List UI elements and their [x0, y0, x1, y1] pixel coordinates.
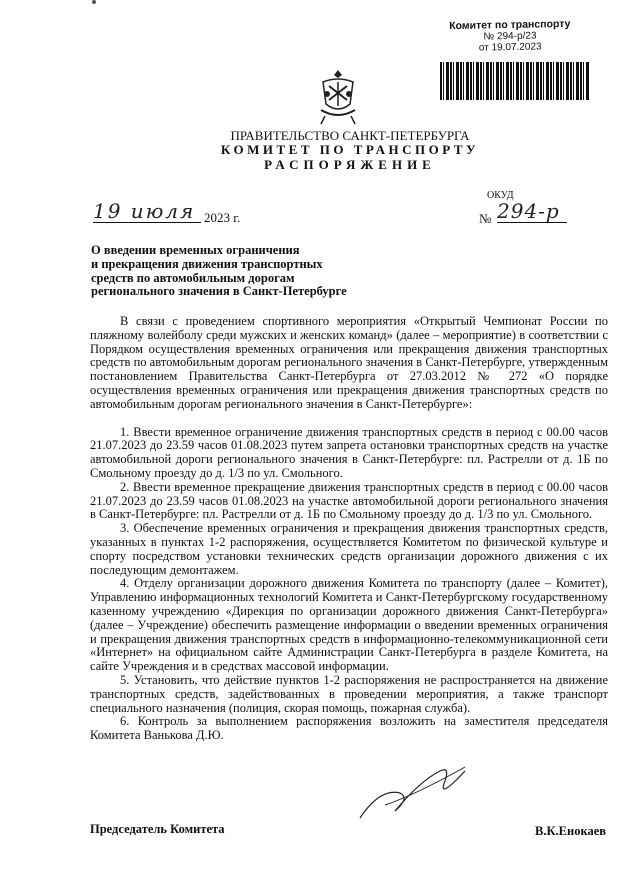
subject-line: и прекращения движения транспортных: [91, 256, 323, 271]
order-item-4: 4. Отделу организации дорожного движения Комитета по транспорту (далее – Комитет), Управлению информационных технологий Комитета и Санкт-Петербургскому государственному казенному учреждению «Дирекция по организации дорожного движения Санкт-Петербурга» (далее – Учреждение) обеспечить размещение информации о введении временных ограничения и прекращения движения транспортных средств в информационно-телекоммуникационной сети «Интернет» на официальном сайте Администрации Санкт-Петербурга в разделе Комитета, на сайте Учреждения и в средствах массовой информации.: [90, 576, 608, 674]
registration-stamp: [430, 19, 591, 55]
stamp-number: № 294-р/23: [483, 30, 537, 43]
stamp-date: от 19.07.2023: [478, 41, 542, 54]
signatory-position: Председатель Комитета: [90, 822, 225, 836]
document-year: 2023 г.: [204, 210, 241, 225]
intro-paragraph: В связи с проведением спортивного мероприятия «Открытый Чемпионат России по пляжному волейболу среди мужских и женских команд» (далее – мероприятие) в соответствии с Порядком осуществления временных ограничения или прекращения движения транспортных средств по автомобильным дорогам регионального значения в Санкт-Петербурге, утвержденным постановлением Правительства Санкт-Петербурга от 27.03.2012 № 272 «О порядке осуществления временных ограничения или прекращения движения транспортных средств по автомобильным дорогам регионального значения в Санкт-Петербурге»:: [90, 314, 608, 411]
order-item-1: 1. Ввести временное ограничение движения транспортных средств в период с 00.00 часов 21.07.2023 до 23.59 часов 01.08.2023 путем запрета остановки транспортных средств на участке автомобильной дороги регионального значения в Санкт-Петербурге: пл. Растрелли от д. 1Б по Смольному проезду до д. 1/3 по ул. Смольного.: [90, 424, 608, 480]
subject-line: О введении временных ограничения: [91, 243, 300, 257]
document-subject: [91, 244, 391, 299]
barcode: [440, 62, 590, 100]
committee-title: КОМИТЕТ ПО ТРАНСПОРТУ: [220, 142, 480, 157]
order-item-3: 3. Обеспечение временных ограничения и прекращения движения транспортных средств, указанных в пунктах 1-2 распоряжения, осуществляется Комитетом по физической культуре и спорту посредством установки технических средств организации дорожного движения с их последующим демонтажем.: [90, 521, 608, 577]
government-title: ПРАВИТЕЛЬСТВО САНКТ-ПЕТЕРБУРГА: [230, 128, 470, 143]
scan-mark: [92, 0, 96, 4]
coat-of-arms-icon: [317, 68, 359, 128]
signatory-name: В.К.Енокаев: [535, 824, 607, 838]
subject-line: средств по автомобильным дорогам: [91, 270, 295, 285]
handwritten-number: 294-р: [497, 200, 567, 223]
order-item-2: 2. Ввести временное прекращение движения транспортных средств в период с 00.00 часов 21.07.2023 до 23.59 часов 01.08.2023 на участке автомобильной дороги регионального значения в Санкт-Петербурге: пл. Растрелли от д. 1Б по Смольному проезду до д. 1/3 по ул. Смольного.: [90, 479, 608, 522]
stamp-org: Комитет по транспорту: [449, 17, 571, 33]
document-body: [90, 315, 608, 743]
handwritten-signature: [355, 760, 475, 830]
document-type: РАСПОРЯЖЕНИЕ: [264, 157, 436, 172]
number-label: №: [479, 211, 492, 226]
subject-line: регионального значения в Санкт-Петербурге: [91, 284, 347, 299]
handwritten-date: 19 июля: [93, 200, 201, 223]
okud-label: ОКУД: [487, 190, 514, 201]
order-item-5: 5. Установить, что действие пунктов 1-2 распоряжения не распространяется на движение транспортных средств, задействованных в проведении мероприятия, а также транспорт специального назначения (полиция, скорая помощь, пожарная служба).: [90, 672, 608, 715]
order-item-6: 6. Контроль за выполнением распоряжения возложить на заместителя председателя Комитета Ванькова Д.Ю.: [90, 714, 608, 743]
